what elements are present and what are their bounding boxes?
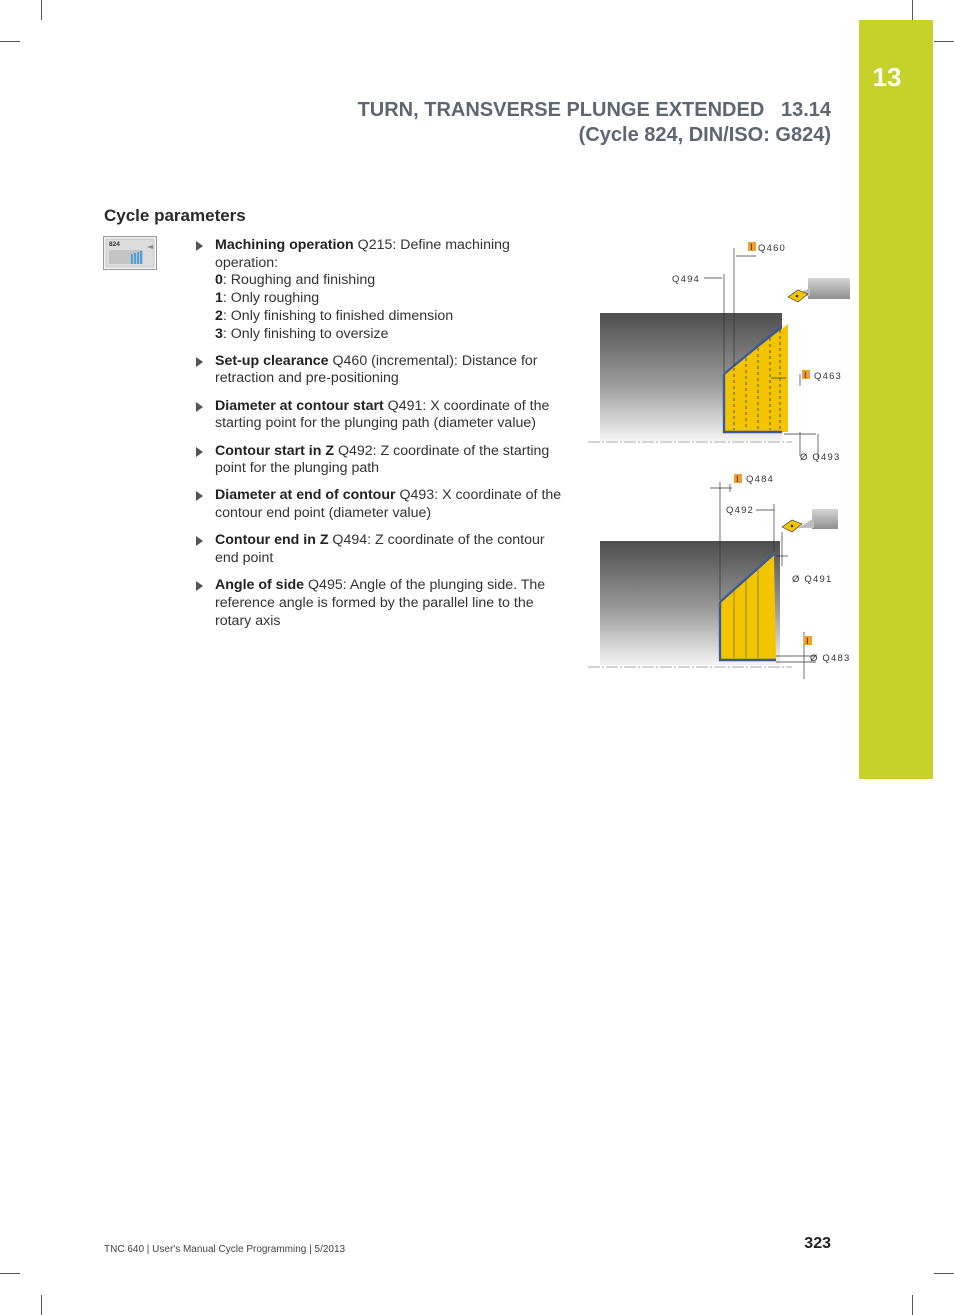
param-contour-end-z bbox=[194, 532, 566, 567]
page-number: 323 bbox=[804, 1235, 831, 1252]
param-desc: Q491: X coordinate of the starting point for the plunging path (diameter value) bbox=[215, 397, 550, 432]
crop-mark bbox=[0, 41, 20, 42]
label-q493: Ø Q493 bbox=[800, 452, 841, 463]
section-title: Cycle parameters bbox=[104, 206, 246, 225]
param-desc: Q492: Z coordinate of the starting point for the plunging path bbox=[215, 442, 550, 477]
param-name: Diameter at end of contour bbox=[215, 487, 396, 504]
param-name: Contour start in Z bbox=[215, 442, 335, 459]
tool-holder bbox=[808, 278, 850, 299]
option-item: 2: Only finishing to finished dimension bbox=[215, 307, 454, 324]
crop-mark bbox=[0, 1273, 20, 1274]
param-setup-clearance bbox=[194, 353, 566, 388]
bullet-arrow-icon bbox=[196, 402, 203, 412]
label-q483: Ø Q483 bbox=[810, 653, 851, 664]
tool-shank bbox=[798, 518, 814, 528]
param-name: Diameter at contour start bbox=[215, 397, 384, 414]
bullet-arrow-icon bbox=[196, 581, 203, 591]
chapter-tab bbox=[859, 20, 933, 779]
param-desc: Q495: Angle of the plunging side. The reference angle is formed by the parallel line to the rotary axis bbox=[215, 577, 546, 629]
option-item: 0: Roughing and finishing bbox=[215, 272, 376, 289]
param-name: Set-up clearance bbox=[215, 352, 329, 369]
tool-holder bbox=[812, 509, 838, 529]
bullet-arrow-icon bbox=[196, 241, 203, 251]
diagram-finishing bbox=[588, 474, 850, 679]
label-q492: Q492 bbox=[726, 505, 755, 516]
param-name: Contour end in Z bbox=[215, 532, 329, 549]
bullet-arrow-icon bbox=[196, 447, 203, 457]
crop-mark bbox=[934, 1273, 954, 1274]
footer-text: TNC 640 | User's Manual Cycle Programming | 5/2013 bbox=[104, 1244, 346, 1255]
bullet-arrow-icon bbox=[196, 491, 203, 501]
param-angle-of-side bbox=[194, 577, 566, 630]
parameter-list bbox=[194, 237, 566, 640]
crop-mark bbox=[912, 1295, 913, 1315]
softkey-label: 824 bbox=[109, 241, 120, 248]
option-item: 3: Only finishing to oversize bbox=[215, 325, 389, 342]
label-q494: Q494 bbox=[672, 274, 701, 285]
header-subtitle: (Cycle 824, DIN/ISO: G824) bbox=[578, 124, 831, 146]
header-title: TURN, TRANSVERSE PLUNGE EXTENDED 13.14 bbox=[357, 99, 831, 121]
param-desc: Q494: Z coordinate of the contour end point bbox=[215, 532, 545, 567]
bullet-arrow-icon bbox=[196, 357, 203, 367]
crop-mark bbox=[934, 41, 954, 42]
marker-label: I bbox=[804, 370, 808, 381]
marker-label: I bbox=[736, 474, 740, 485]
marker-label: I bbox=[750, 242, 754, 253]
tool-tip bbox=[796, 295, 799, 298]
diagram-roughing bbox=[588, 242, 850, 463]
crop-mark bbox=[41, 0, 42, 20]
crop-mark bbox=[912, 0, 913, 20]
param-diameter-contour-end bbox=[194, 487, 566, 522]
option-item: 1: Only roughing bbox=[215, 290, 320, 307]
label-q491: Ø Q491 bbox=[792, 574, 833, 585]
param-name: Angle of side bbox=[215, 577, 305, 594]
label-q484: Q484 bbox=[746, 474, 775, 485]
tool-tip bbox=[791, 525, 794, 528]
chapter-number: 13 bbox=[872, 62, 902, 92]
param-machining-operation bbox=[194, 237, 566, 343]
cycle-diagram bbox=[586, 236, 856, 686]
marker-label: I bbox=[806, 636, 810, 647]
param-desc: Q460 (incremental): Distance for retraction and pre-positioning bbox=[215, 352, 538, 387]
param-contour-start-z bbox=[194, 443, 566, 478]
param-desc: Q215: Define machining operation: bbox=[215, 237, 510, 271]
page-header bbox=[300, 98, 831, 148]
label-q460: Q460 bbox=[758, 243, 787, 254]
softkey-cycle-824 bbox=[103, 236, 157, 270]
crop-mark bbox=[41, 1295, 42, 1315]
param-desc: Q493: X coordinate of the contour end point (diameter value) bbox=[215, 487, 562, 522]
bullet-arrow-icon bbox=[196, 536, 203, 546]
label-q463: Q463 bbox=[814, 371, 843, 382]
param-diameter-contour-start bbox=[194, 398, 566, 433]
param-name: Machining operation bbox=[215, 237, 354, 253]
